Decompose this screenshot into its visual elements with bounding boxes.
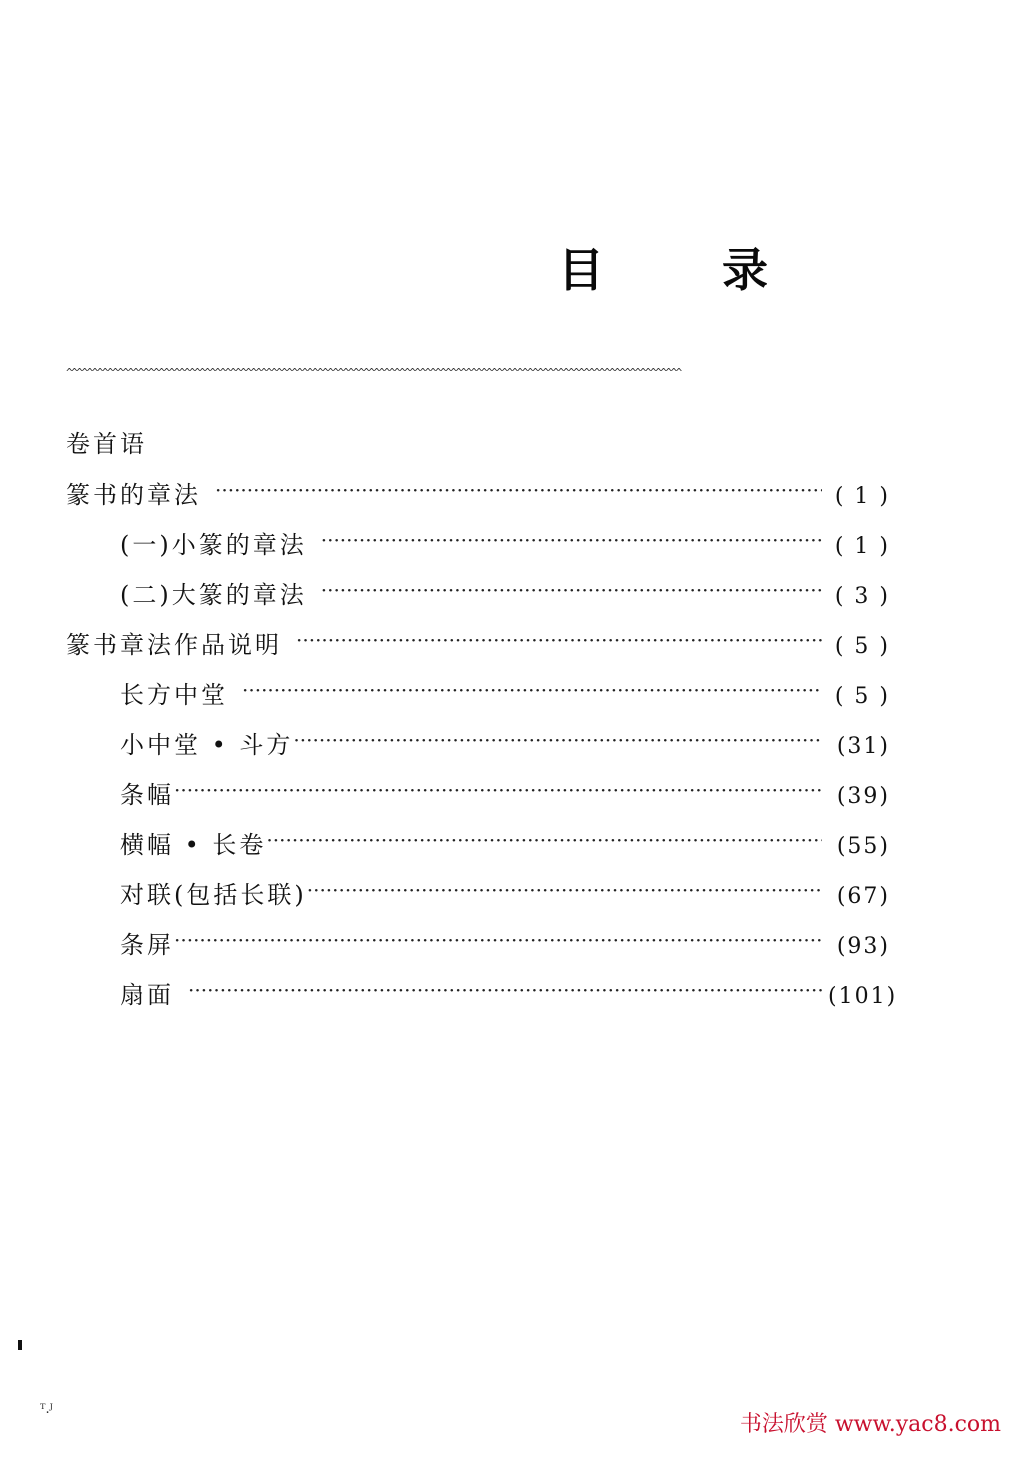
title-char-1: 目	[558, 243, 604, 297]
scan-speck	[18, 1340, 22, 1350]
toc-leader-dots	[174, 920, 822, 960]
toc-leader-dots	[266, 820, 822, 860]
toc-entry[interactable]	[120, 825, 890, 865]
toc-entry-label: 卷首语	[66, 430, 147, 458]
toc-entry[interactable]	[120, 725, 890, 765]
toc-entry-page: ( 1 )	[834, 534, 890, 559]
toc-entry-label: 横幅 • 长卷	[120, 831, 267, 859]
toc-entry-label: 扇面	[120, 981, 174, 1009]
toc-entry[interactable]	[66, 625, 890, 665]
title-char-2: 录	[722, 243, 768, 297]
toc-entry-label: 篆书章法作品说明	[66, 631, 282, 659]
toc-leader-dots	[321, 570, 822, 610]
site-watermark: 书法欣赏 www.yac8.com	[739, 1412, 1001, 1437]
toc-entry[interactable]	[120, 525, 890, 565]
toc-entry-label: 条幅	[120, 781, 174, 809]
toc-entry[interactable]	[120, 575, 890, 615]
toc-entry-label: 条屏	[120, 931, 174, 959]
toc-entry-label: 小中堂 • 斗方	[120, 731, 294, 759]
toc-entry-page: (31)	[836, 734, 890, 759]
toc-entry-page: (93)	[836, 934, 890, 959]
toc-leader-dots	[188, 970, 822, 1010]
toc-entry[interactable]	[120, 975, 898, 1015]
toc-entry-label: (一)小篆的章法	[120, 531, 307, 559]
toc-entry-label: 长方中堂	[120, 681, 228, 709]
toc-leader-dots	[242, 670, 822, 710]
toc-leader-dots	[215, 470, 822, 510]
decorative-divider: ^^^^^^^^^^^^^^^^^^^^^^^^^^^^^^^^^^^^^^^^^^^^^^^^^^^^^^^^^^^^^^^^^^^^^^^^^^^^^^^^^^^^^^^^^^^^^^^^^^^^^^^^^^^^^^^^^^^^^^^^	[66, 366, 681, 379]
toc-entry-page: ( 3 )	[834, 584, 890, 609]
toc-entry-page: ( 5 )	[834, 684, 890, 709]
toc-entry[interactable]	[66, 475, 890, 515]
toc-entry-page: (67)	[836, 884, 890, 909]
toc-entry-page: (39)	[836, 784, 890, 809]
toc-leader-dots	[321, 520, 822, 560]
toc-leader-dots	[307, 870, 822, 910]
toc-title	[0, 240, 1021, 300]
toc-entry-page: (55)	[836, 834, 890, 859]
toc-entry[interactable]	[120, 925, 890, 965]
toc-entry[interactable]	[66, 424, 886, 464]
toc-entry-page: ( 1 )	[834, 484, 890, 509]
toc-leader-dots	[174, 770, 822, 810]
toc-entry-page: ( 5 )	[834, 634, 890, 659]
toc-leader-dots	[296, 620, 822, 660]
toc-entry-label: 篆书的章法	[66, 481, 201, 509]
corner-scan-mark: ᵀ.ᴶ	[40, 1402, 53, 1417]
toc-entry-page: (101)	[828, 984, 898, 1009]
toc-entry[interactable]	[120, 875, 890, 915]
toc-entry[interactable]	[120, 775, 890, 815]
toc-entry[interactable]	[120, 675, 890, 715]
toc-entry-label: 对联(包括长联)	[120, 881, 307, 909]
toc-entry-label: (二)大篆的章法	[120, 581, 307, 609]
toc-leader-dots	[293, 720, 822, 760]
